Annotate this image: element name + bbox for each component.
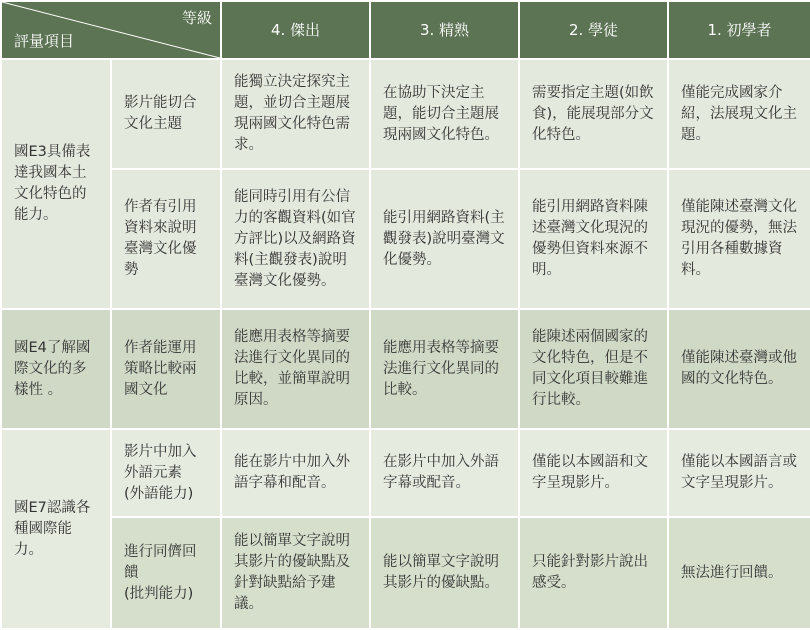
level-3-cell: 在協助下決定主題，能切合主題展現兩國文化特色。	[370, 59, 519, 169]
level-header-4: 4. 傑出	[221, 1, 370, 59]
level-2-cell: 能陳述兩個國家的文化特色，但是不同文化項目較難進行比較。	[519, 309, 668, 429]
level-2-cell: 僅能以本國語和文字呈現影片。	[519, 429, 668, 517]
level-1-cell: 僅能完成國家介紹，法展現文化主題。	[668, 59, 810, 169]
table-row	[1, 517, 810, 629]
level-header-2: 2. 學徒	[519, 1, 668, 59]
criterion-cell	[111, 517, 221, 629]
level-label: 等級	[181, 9, 212, 27]
table-row	[1, 169, 810, 309]
criterion-cell: 作者有引用資料來說明臺灣文化優勢	[111, 169, 221, 309]
item-label: 評量項目	[14, 32, 75, 50]
level-4-cell: 能同時引用有公信力的客觀資料(如官方評比)以及網路資料(主觀發表)說明臺灣文化優勢。	[221, 169, 370, 309]
table-row	[1, 429, 810, 517]
header-row	[1, 1, 810, 59]
level-header-3: 3. 精熟	[370, 1, 519, 59]
level-header-1: 1. 初學者	[668, 1, 810, 59]
criterion-line: (外語能力)	[124, 485, 194, 502]
level-4-cell: 能獨立決定探究主題，並切合主題展現兩國文化特色需求。	[221, 59, 370, 169]
level-3-cell: 在影片中加入外語字幕或配音。	[370, 429, 519, 517]
level-3-cell: 能應用表格等摘要法進行文化異同的比較。	[370, 309, 519, 429]
level-2-cell: 只能針對影片說出感受。	[519, 517, 668, 629]
level-3-cell: 能引用網路資料(主觀發表)說明臺灣文化優勢。	[370, 169, 519, 309]
level-1-cell: 僅能以本國語言或文字呈現影片。	[668, 429, 810, 517]
criterion-cell: 作者能運用策略比較兩國文化	[111, 309, 221, 429]
table-row	[1, 309, 810, 429]
criterion-line: 影片中加入外語元素	[124, 443, 197, 481]
level-2-cell: 能引用網路資料陳述臺灣文化現況的優勢但資料來源不明。	[519, 169, 668, 309]
criterion-line: 進行同儕回饋	[124, 543, 197, 581]
level-1-cell: 僅能陳述臺灣或他國的文化特色。	[668, 309, 810, 429]
level-4-cell: 能以簡單文字說明其影片的優缺點及針對缺點給予建議。	[221, 517, 370, 629]
criterion-cell: 影片能切合文化主題	[111, 59, 221, 169]
level-4-cell: 能應用表格等摘要法進行文化異同的比較，並簡單說明原因。	[221, 309, 370, 429]
criterion-cell	[111, 429, 221, 517]
indicator-cell: 國E4了解國際文化的多樣性 。	[1, 309, 111, 429]
indicator-cell: 國E3具備表達我國本土文化特色的能力。	[1, 59, 111, 309]
level-2-cell: 需要指定主題(如飲食)，能展現部分文化特色。	[519, 59, 668, 169]
corner-header	[1, 1, 221, 59]
level-3-cell: 能以簡單文字說明其影片的優缺點。	[370, 517, 519, 629]
table-row	[1, 59, 810, 169]
level-4-cell: 能在影片中加入外語字幕和配音。	[221, 429, 370, 517]
criterion-line: (批判能力)	[124, 585, 194, 602]
level-1-cell: 僅能陳述臺灣文化現況的優勢，無法引用各種數據資料。	[668, 169, 810, 309]
level-1-cell: 無法進行回饋。	[668, 517, 810, 629]
indicator-cell: 國E7認識各種國際能力。	[1, 429, 111, 629]
